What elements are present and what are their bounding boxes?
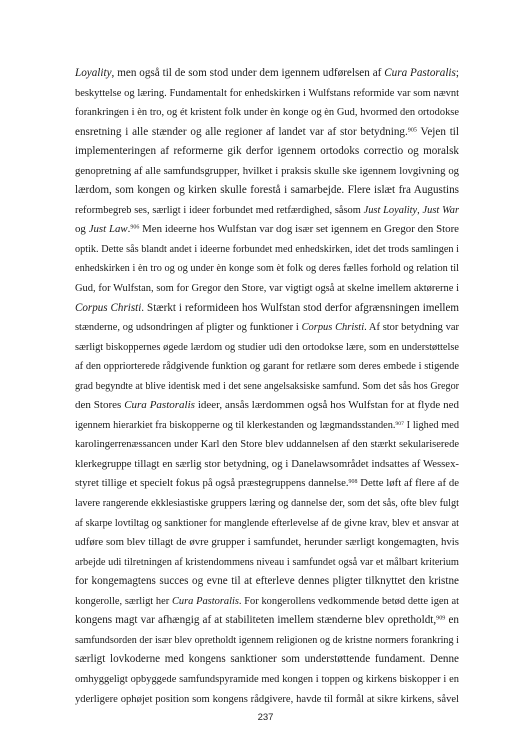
text-run: ideer, ansås lærdommen også hos Wulfstan for at flyde ned [194, 399, 459, 412]
italic-term: Just Loyality [363, 204, 418, 216]
text-run: særligt biskoppernes øgede lærdom og studier udi den ortodokse lære, som en understøttelse [75, 341, 459, 353]
text-line [75, 318, 459, 338]
text-run: . Stærkt i reformideen hos Wulfstan stod derfor afgrænsningen imellem [141, 301, 459, 314]
text-line [75, 494, 459, 514]
text-line [75, 416, 459, 436]
text-run: og [75, 223, 89, 236]
italic-term: Cura Pastoralis [124, 399, 195, 412]
text-run: for kongemagtens succes og evne til at efterleve dennes pligter tilknyttet den kristne [75, 575, 459, 588]
text-run: . [127, 223, 131, 236]
text-run: særligt lovkoderne med kongens sanktioner som understøttende fundament. Denne [75, 653, 459, 666]
text-line [75, 514, 459, 534]
text-run: kongens magt var afhængig af at stabiliteten imellem stænderne blev opretholdt, [75, 614, 437, 627]
text-line [75, 474, 459, 494]
footnote-marker: 907 [395, 420, 404, 427]
text-run: ensretning i alle stænder og alle regioner af landet var af stor betydning. [75, 125, 408, 138]
text-line [75, 650, 459, 670]
italic-term: Cura Pastoralis [384, 67, 456, 79]
text-line [75, 377, 459, 397]
text-run: beskyttelse og læring. Fundamentalt for enhedskirken i Wulfstans reformide var som nævnt [75, 87, 459, 99]
text-line [75, 357, 459, 377]
text-run: ; [455, 67, 459, 79]
text-run: , [417, 204, 423, 216]
text-line [75, 279, 459, 299]
text-run: grad begyndte at blive identisk med i det sene angelsaksiske samfund. Som det sås hos Gregor [75, 380, 459, 392]
text-line [75, 64, 459, 84]
text-line [75, 690, 459, 710]
text-run: af den oppriorterede rådgivende funktion og garant for retlære som deres embede i stigende [75, 361, 459, 373]
text-run: kongerolle, særligt her [75, 595, 172, 607]
body-text [75, 64, 459, 709]
text-run: lærdom, som kongen og kirken skulle forestå i samarbejde. Flere islæt fra Augustins [75, 184, 459, 197]
text-line [75, 299, 459, 319]
text-run: Men ideerne hos Wulfstan var dog især set igennem en Gregor den Store [139, 223, 459, 236]
text-line [75, 162, 459, 182]
italic-term: Loyality [75, 67, 112, 79]
text-run: den Stores [75, 399, 125, 412]
italic-term: Corpus Christi [301, 322, 365, 334]
text-line [75, 142, 459, 162]
text-run: klerkegruppe tillagt en særlig stor betydning, og i Danelawsområdet indsattes af Wessex- [75, 457, 459, 470]
text-run: , men også til de som stod under dem igennem udførelsen af [111, 67, 385, 79]
text-line [75, 240, 459, 260]
italic-term: Just Law [88, 223, 128, 236]
text-run: Gud, for Wulfstan, som for Gregor den Store, var vigtigt også at skelne imellem aktørerne i [75, 283, 459, 295]
text-run: igennem hierarkiet fra biskopperne og til klerkestanden og lægmandsstanden. [75, 419, 396, 431]
italic-term: Just War [422, 204, 459, 216]
text-line [75, 103, 459, 123]
text-run: implementeringen af reformerne gik derfor igennem ortodoks correctio og moralsk [75, 145, 459, 158]
text-run: styret tillige et specielt fokus på også præstegruppens dannelse. [75, 477, 349, 490]
text-run: . Af stor betydning var [364, 322, 459, 334]
text-line [75, 338, 459, 358]
text-line [75, 259, 459, 279]
text-run: udføre som blev tillagt de øvre grupper i samfundet, herunder særligt kongemagten, hvis [75, 536, 459, 549]
text-run: omhyggeligt opbyggede samfundspyramide med kongen i toppen og kirkens biskopper i en [75, 673, 459, 685]
text-run: lavere rangerende ekklesiastiske gruppers læring og dannelse der, som det sås, ofte blev fulgt [75, 498, 459, 510]
text-run: Dette løft af flere af de [357, 477, 459, 490]
footnote-marker: 909 [436, 615, 446, 622]
text-line [75, 84, 459, 104]
text-run: yderligere ophøjet position som kongens rådgivere, havde til formål at sikre kirkens, såvel [75, 693, 459, 705]
text-line [75, 123, 459, 143]
text-line [75, 435, 459, 455]
text-line [75, 181, 459, 201]
text-line [75, 220, 459, 240]
text-line [75, 455, 459, 475]
text-run: en [445, 614, 459, 627]
text-run: genopretning af alle samfundsgrupper, hvilket i praksis skulle ske igennem lovgivning og [75, 164, 459, 177]
text-line [75, 572, 459, 592]
text-run: stænderne, og udsondringen af pligter og funktioner i [75, 322, 302, 334]
text-line [75, 396, 459, 416]
text-run: optik. Dette sås blandt andet i ideerne forbundet med enhedskirken, idet det trods samlingen i [75, 243, 459, 255]
text-line [75, 533, 459, 553]
text-line [75, 611, 459, 631]
text-run: enhedskirken i èn tro og og under èn konge som èt folk og deres fælles forhold og relation til [75, 263, 459, 275]
footnote-marker: 908 [348, 479, 358, 486]
footnote-marker: 906 [130, 225, 140, 232]
text-line [75, 670, 459, 690]
text-run: I lighed med [403, 419, 459, 431]
text-run: karolingerrenæssancen under Karl den Store blev uddannelsen af den stærkt sekulariserede [75, 439, 459, 451]
text-line [75, 631, 459, 651]
text-line [75, 592, 459, 612]
italic-term: Cura Pastoralis [171, 595, 239, 607]
text-run: samfundsorden der især blev opretholdt igennem religionen og de kristne normers forankring i [75, 634, 459, 646]
text-run: . For kongerollens vedkommende betød dette igen at [238, 595, 459, 607]
text-run: reformbegreb ses, særligt i ideer forbundet med retfærdighed, såsom [75, 204, 364, 216]
footnote-marker: 905 [407, 127, 417, 134]
text-run: Vejen til [416, 125, 459, 138]
text-line [75, 553, 459, 573]
page-number: 237 [257, 712, 274, 723]
text-run: forankringen i èn tro, og ét kristent folk under èn konge og èn Gud, hvormed den ortodokse [75, 107, 459, 119]
text-line [75, 201, 459, 221]
italic-term: Corpus Christi [75, 301, 142, 314]
text-run: arbejde udi tilretningen af kristendommens niveau i samfundet også var et målbart kriterium [75, 556, 459, 568]
text-run: af skarpe lovtiltag og sanktioner for manglende efterlevelse af de givne krav, blev et ansvar at [75, 517, 459, 529]
